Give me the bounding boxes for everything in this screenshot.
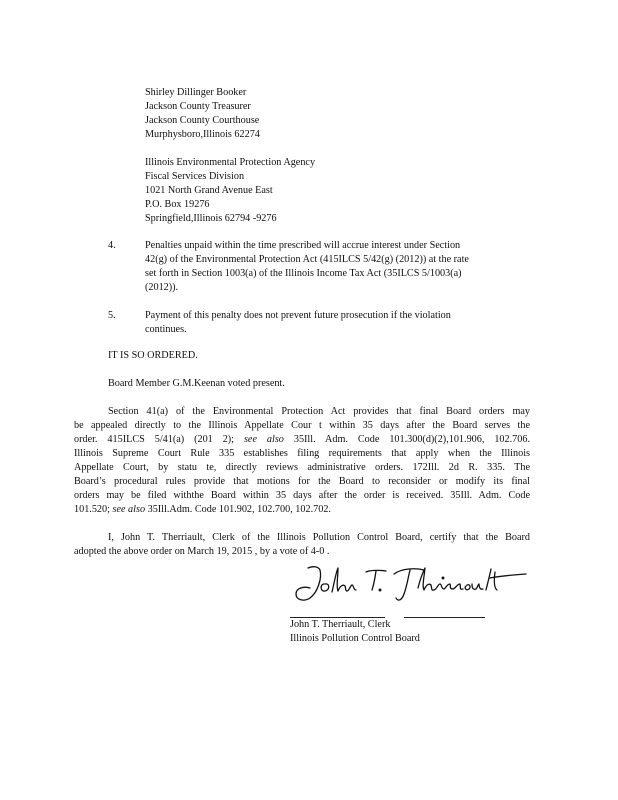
address-street: 1021 North Grand Avenue East: [145, 185, 273, 196]
signer-block: [290, 618, 420, 646]
paragraph-line: Appellate Court, by statu te, directly reviews administrative orders. 172Ill. 2d R. 335. The: [74, 462, 530, 473]
item-line: Penalties unpaid within the time prescribed will accrue interest under Section: [145, 240, 461, 251]
paragraph-line: orders may be filed withthe Board within 35 days after the order is received. 35Ill. Adm. Code: [74, 490, 530, 501]
address-block-county-treasurer: [145, 86, 260, 142]
item-line: (2012)).: [145, 282, 179, 293]
handwritten-signature: [290, 558, 530, 608]
paragraph-line: Board’s procedural rules provide that motions for the Board to reconsider or modify its final: [74, 476, 530, 487]
address-org: Illinois Environmental Protection Agency: [145, 157, 316, 168]
paragraph-line: 101.520; see also 35Ill.Adm. Code 101.902, 102.700, 102.702.: [74, 504, 331, 515]
item-number: 4.: [108, 240, 116, 251]
address-city: Murphysboro,Illinois 62274: [145, 129, 260, 140]
paragraph-line: Illinois Supreme Court Rule 335 establishes filing requirements that apply when the Illinois: [74, 448, 530, 459]
item-line: set forth in Section 1003(a) of the Illinois Income Tax Act (35ILCS 5/1003(a): [145, 268, 462, 279]
paragraph-line: I, John T. Therriault, Clerk of the Illinois Pollution Control Board, certify that the Board: [108, 532, 530, 543]
item-line: continues.: [145, 324, 187, 335]
item-number: 5.: [108, 310, 116, 321]
address-title: Jackson County Treasurer: [145, 101, 251, 112]
item-line: 42(g) of the Environmental Protection Act (415ILCS 5/42(g) (2012)) at the rate: [145, 254, 469, 265]
paragraph-line: be appealed directly to the Illinois Appellate Cour t within 35 days after the Board serves the: [74, 420, 530, 431]
paragraph-line: Section 41(a) of the Environmental Protection Act provides that final Board orders may: [108, 406, 530, 417]
address-po-box: P.O. Box 19276: [145, 199, 210, 210]
address-division: Fiscal Services Division: [145, 171, 245, 182]
address-block-epa: [145, 156, 315, 226]
item-text: [145, 239, 533, 295]
address-city: Springfield,Illinois 62794 -9276: [145, 213, 277, 224]
item-text: [145, 309, 533, 337]
board-member-vote: Board Member G.M.Keenan voted present.: [108, 378, 285, 389]
signer-name: John T. Therriault, Clerk: [290, 619, 391, 630]
address-office: Jackson County Courthouse: [145, 115, 260, 126]
signer-board: Illinois Pollution Control Board: [290, 633, 420, 644]
address-name: Shirley Dillinger Booker: [145, 87, 247, 98]
clerk-certification-paragraph: [74, 531, 530, 559]
appeal-rights-paragraph: [74, 405, 530, 517]
so-ordered-statement: IT IS SO ORDERED.: [108, 350, 198, 361]
paragraph-line: adopted the above order on March 19, 2015 , by a vote of 4-0 .: [74, 546, 330, 557]
item-line: Payment of this penalty does not prevent future prosecution if the violation: [145, 310, 451, 321]
paragraph-line: order. 415ILCS 5/41(a) (201 2); see also 35Ill. Adm. Code 101.300(d)(2),101.906, 102.706.: [74, 434, 530, 445]
